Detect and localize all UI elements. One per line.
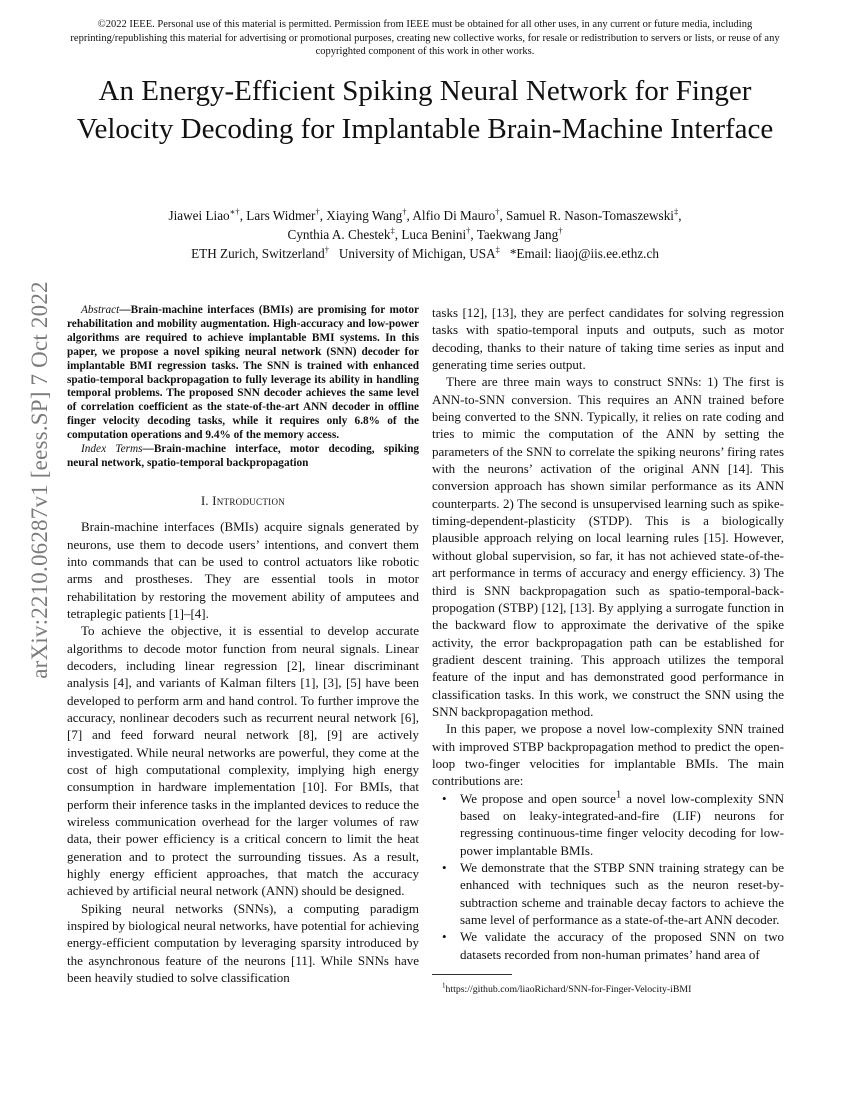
contact-email: *Email: liaoj@iis.ee.ethz.ch [509,246,659,261]
affiliation-umich: University of Michigan, USA [338,246,496,261]
abstract-lead: Abstract [81,304,120,316]
list-item: • We propose and open source$^1$ a novel low-complexity SNN based on leaky-integrated-and-fire (LIF) neurons for regressing continuous-time finger velocity decoding for low-power implantable BMIs. [442,788,784,858]
footnote-rule [432,974,512,975]
author-block [60,206,790,263]
copyright-notice: ©2022 IEEE. Personal use of this material is permitted. Permission from IEEE must be obtained for all other uses, in any current or future media, including reprinting/republishing this material for advertising or promotional purposes, creating new collective works, for resale or redistribution to servers or lists, or reuse of any copyrighted component of this work in other works. [70,19,780,57]
abstract [67,304,419,443]
author-name: Luca Benini [401,227,467,242]
author-line-2: Cynthia A. Chestek‡, Luca Benini†, Taekwang Jang† [287,225,563,242]
author-name: Jiawei Liao [168,208,230,223]
bullet-icon: • [442,860,447,875]
body-paragraph: Brain-machine interfaces (BMIs) acquire signals generated by neurons, use them to decode users’ intentions, and convert them into commands that can be used to control actuators like robotic arms and prostheses. They are essential tools in motor rehabilitation by restoring the movement ability of amputees and tetraplegic patients [1]–[4]. [67,519,419,621]
list-item: • We validate the accuracy of the proposed SNN on two datasets recorded from non-human primates’ hand area of [442,929,784,962]
author-mark: † [558,225,563,236]
author-line-1: Jiawei Liao∗†, Lars Widmer†, Xiaying Wang†, Alfio Di Mauro†, Samuel R. Nason-Tomaszewski‡, [168,206,682,223]
author-name: Samuel R. Nason-Tomaszewski [506,208,674,223]
body-paragraph: In this paper, we propose a novel low-complexity SNN trained with improved STBP backpropagation method to predict the open-loop two-finger velocities for implantable BMIs. The main contributions are: [432,721,784,789]
list-item: • We demonstrate that the STBP SNN training strategy can be enhanced with techniques such as the neuron reset-by-subtraction scheme and trainable decay factors to achieve the same level of performance as a state-of-the-art ANN decoder. [442,860,784,928]
abstract-text: —Brain-machine interfaces (BMIs) are promising for motor rehabilitation and mobility augmentation. High-accuracy and low-power algorithms are required to achieve implantable BMI systems. In this paper, we propose a novel spiking neural network (SNN) decoder for implantable BMI regression tasks. The SNN is trained with enhanced spatio-temporal backpropagation to fully leverage its ability in handling temporal problems. The proposed SNN decoder achieves the same level of correlation coefficient as the state-of-the-art ANN decoder in offline finger velocity decoding tasks, while it requires only 6.8% of the computation operations and 9.4% of the memory access. [67,304,419,442]
contribution-list [432,790,784,963]
right-column [432,304,784,963]
author-name: Alfio Di Mauro [412,208,496,223]
body-paragraph: tasks [12], [13], they are perfect candidates for solving regression tasks with spatio-temporal inputs and outputs, such as motor decoding, thanks to their nature of taking time series as input and generating time series output. [432,305,784,373]
left-column [67,304,419,987]
author-mark: ‡ [390,225,395,236]
author-name: Xiaying Wang [326,208,403,223]
author-mark: ‡ [673,206,679,217]
index-terms-lead: Index Terms [81,443,143,456]
footnote-ref: 1 [615,788,622,801]
bullet-icon: • [442,929,447,945]
arxiv-stamp: arXiv:2210.06287v1 [eess.SP] 7 Oct 2022 [27,281,52,679]
author-mark: † [315,206,320,217]
author-name: Lars Widmer [246,208,316,223]
affiliation-eth: ETH Zurich, Switzerland [191,246,325,261]
footnote-link[interactable]: https://github.com/liaoRichard/SNN-for-Finger-Velocity-iBMI [445,984,692,995]
author-mark: † [466,225,471,236]
index-terms-text: —Brain-machine interface, motor decoding, spiking neural network, spatio-temporal backpropagation [67,443,419,469]
author-mark: † [402,206,407,217]
section-heading: I. Introduction [200,493,286,508]
body-paragraph: Spiking neural networks (SNNs), a computing paradigm inspired by biological neural networks, have potential for achieving energy-efficient computation by leveraging sparsity introduced by the asynchronous feature of the neurons [11]. While SNNs have been heavily studied to solve classification [67,900,419,986]
paper-title: An Energy-Efficient Spiking Neural Network for Finger Velocity Decoding for Implantable Brain-Machine Interface [76,75,774,145]
author-mark: † [495,206,500,217]
footnote: $^1$https://github.com/liaoRichard/SNN-for-Finger-Velocity-iBMI [442,981,692,995]
author-mark: ∗† [229,206,240,217]
bullet-icon: • [442,790,447,806]
body-paragraph: There are three main ways to construct SNNs: 1) The first is ANN-to-SNN conversion. This requires an ANN trained before being converted to the SNN. Typically, it relies on rate coding and tries to mimic the computation of the ANN by setting the parameters of the SNN to correlate the spiking neurons’ firing rates with the neurons’ activation of the original ANN [14]. This conversion approach has shown similar performance as its ANN counterparts. 2) The second is unsupervised learning such as spike-timing-dependent-plasticity (STDP). This is a biologically plausible approach relying on local learning rules [15]. However, without global supervision, so far, it has not achieved state-of-the-art performance in terms of accuracy and energy efficiency. 3) The third is SNN backpropagation such as spatio-temporal-back-propogation (STBP) [12], [13]. By applying a surrogate function in the backward flow to approximate the derivative of the spike activity, the error backpropagation path can be established for gradient descent training. This approach utilizes the temporal feature of the input and has demonstrated good performance in classification tasks. In this work, we construct the SNN using the SNN backpropagation method. [432,374,784,719]
author-name: Cynthia A. Chestek [287,227,391,242]
body-paragraph: To achieve the objective, it is essential to develop accurate algorithms to decode motor function from neural signals. Linear decoders, including linear regression [2], linear discriminant analysis [4], and variants of Kalman filters [1], [3], [5] have been developed to perform arm and hand control. To further improve the accuracy, nonlinear decoders such as recurrent neural network [6], [7] and feed forward neural network [8], [9] are actively investigated. While neural networks are powerful, they come at the cost of high computational complexity, implying high energy consumption in hardware implementation [10]. For BMIs, that perform their inference tasks in the implanted devices to reduce the wireless communication overhead for the larger volumes of raw data, their power efficiency is a critical concern to limit the heat generation and to protect the surrounding tissues. As a result, highly energy efficient approaches, that match the accuracy achieved by artificial neural network (ANN) should be designed. [67,623,419,899]
affiliation-line: ETH Zurich, Switzerland† University of Michigan, USA‡ *Email: liaoj@iis.ee.ethz.ch [191,244,659,261]
author-name: Taekwang Jang [476,227,559,242]
index-terms [67,443,419,471]
